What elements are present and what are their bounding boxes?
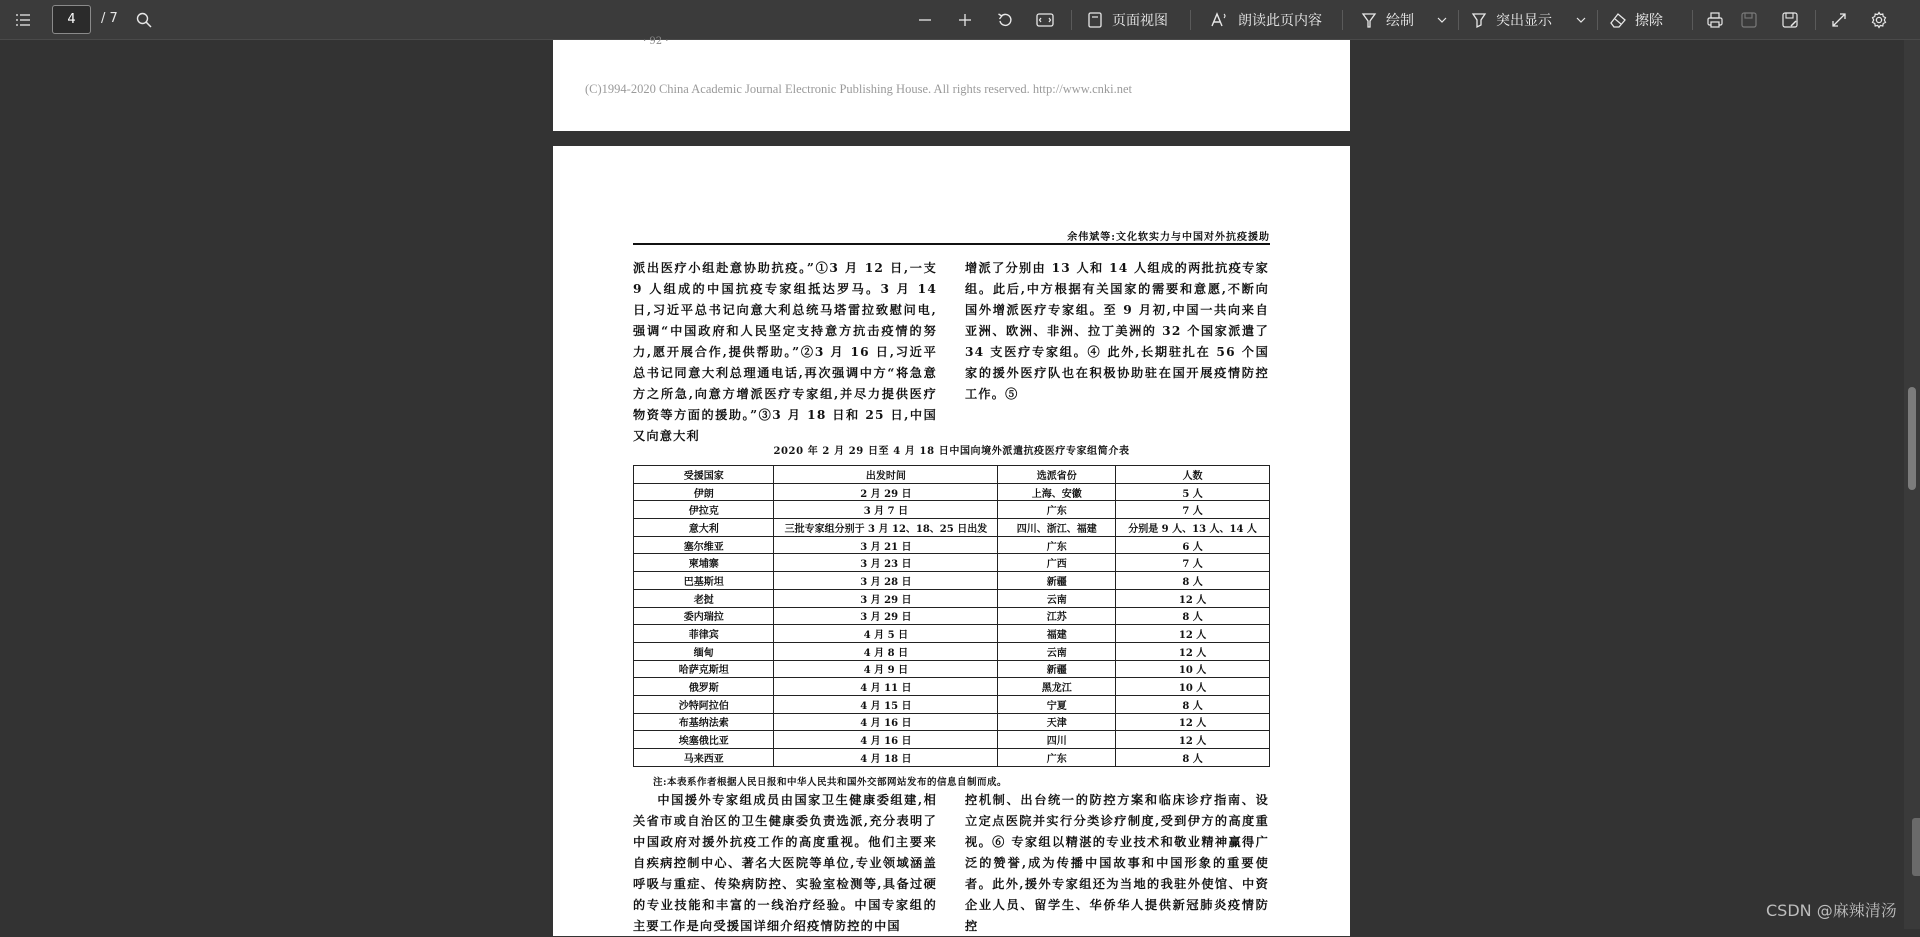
search-icon[interactable] <box>131 0 157 40</box>
table-cell: 布基纳法索 <box>634 713 774 731</box>
table-cell: 8 人 <box>1116 695 1270 713</box>
table-cell: 3 月 7 日 <box>774 501 998 519</box>
text-column-left: 派出医疗小组赴意协助抗疫。”①3 月 12 日,一支 9 人组成的中国抗疫专家组抵达罗马。3 月 14 日,习近平总书记向意大利总统马塔雷拉致慰问电,强调“中国政府和人民坚定支持意方抗击疫情的努力,愿开展合作,提供帮助。”②3 月 16 日,习近平总书记同意大利总理通电话,再次强调中方“将急意方之所急,向意方增派医疗专家组,并尽力提供医疗物资等方面的援助。”③3 月 18 日和 25 日,中国又向意大利 <box>633 261 937 443</box>
table-cell: 宁夏 <box>998 695 1116 713</box>
table-row <box>634 642 1270 660</box>
table-cell: 3 月 23 日 <box>774 554 998 572</box>
header-rule <box>633 243 1270 245</box>
table-cell: 8 人 <box>1116 607 1270 625</box>
table-cell: 新疆 <box>998 572 1116 590</box>
csdn-watermark: CSDN @麻辣清汤 <box>1766 901 1897 920</box>
table-row <box>634 536 1270 554</box>
table-cell: 上海、安徽 <box>998 483 1116 501</box>
read-aloud-button[interactable] <box>1210 0 1322 40</box>
table-row <box>634 483 1270 501</box>
table-row <box>634 660 1270 678</box>
scrollbar-thumb[interactable] <box>1908 387 1916 490</box>
copyright-footer: (C)1994-2020 China Academic Journal Electronic Publishing House. All rights reserved. http://www.cnki.net <box>585 82 1133 96</box>
table-cell: 3 月 21 日 <box>774 536 998 554</box>
table-row <box>634 501 1270 519</box>
table-note: 注:本表系作者根据人民日报和中华人民共和国外交部网站发布的信息自制而成。 <box>653 777 1008 788</box>
table-cell: 伊拉克 <box>634 501 774 519</box>
save-as-icon[interactable] <box>1775 0 1805 40</box>
table-header-cell: 出发时间 <box>774 466 998 484</box>
read-aloud-icon <box>1210 11 1230 29</box>
table-cell: 福建 <box>998 625 1116 643</box>
zoom-out-icon[interactable] <box>910 0 940 40</box>
table-cell: 广东 <box>998 749 1116 767</box>
table-row <box>634 731 1270 749</box>
table-cell: 7 人 <box>1116 554 1270 572</box>
table-cell: 俄罗斯 <box>634 678 774 696</box>
table-cell: 4 月 16 日 <box>774 713 998 731</box>
table-cell: 广东 <box>998 501 1116 519</box>
table-row <box>634 625 1270 643</box>
eraser-icon <box>1609 11 1627 29</box>
draw-chevron-down-icon[interactable] <box>1432 0 1452 40</box>
table-cell: 4 月 8 日 <box>774 642 998 660</box>
pdf-page-current <box>553 146 1350 936</box>
fullscreen-icon[interactable] <box>1824 0 1854 40</box>
table-header-row <box>634 466 1270 484</box>
table-row <box>634 572 1270 590</box>
table-cell: 2 月 29 日 <box>774 483 998 501</box>
table-cell: 广东 <box>998 536 1116 554</box>
table-cell: 4 月 15 日 <box>774 695 998 713</box>
table-body <box>634 483 1270 766</box>
draw-button[interactable] <box>1360 0 1414 40</box>
table-row <box>634 678 1270 696</box>
read-aloud-label: 朗读此页内容 <box>1238 13 1322 29</box>
page-number-input[interactable] <box>52 5 91 34</box>
zoom-in-icon[interactable] <box>950 0 980 40</box>
table-cell: 马来西亚 <box>634 749 774 767</box>
toolbar-divider <box>1458 10 1459 30</box>
table-cell: 4 月 9 日 <box>774 660 998 678</box>
table-cell: 12 人 <box>1116 642 1270 660</box>
table-row <box>634 607 1270 625</box>
table-cell: 5 人 <box>1116 483 1270 501</box>
table-row <box>634 589 1270 607</box>
table-cell: 4 月 11 日 <box>774 678 998 696</box>
table-cell: 12 人 <box>1116 713 1270 731</box>
table-cell: 12 人 <box>1116 731 1270 749</box>
draw-icon <box>1360 11 1378 29</box>
print-icon[interactable] <box>1700 0 1730 40</box>
table-cell: 黑龙江 <box>998 678 1116 696</box>
table-cell: 江苏 <box>998 607 1116 625</box>
table-cell: 7 人 <box>1116 501 1270 519</box>
pdf-toolbar <box>0 0 1920 40</box>
table-row <box>634 554 1270 572</box>
toolbar-divider <box>1815 10 1816 30</box>
table-cell: 6 人 <box>1116 536 1270 554</box>
page-total: / 7 <box>101 11 118 26</box>
table-cell: 12 人 <box>1116 589 1270 607</box>
table-cell: 3 月 29 日 <box>774 607 998 625</box>
table-cell: 塞尔维亚 <box>634 536 774 554</box>
table-header-cell: 人数 <box>1116 466 1270 484</box>
erase-label: 擦除 <box>1635 13 1663 29</box>
table-cell: 菲律宾 <box>634 625 774 643</box>
table-row <box>634 519 1270 537</box>
toolbar-divider <box>1071 10 1072 30</box>
table-header-cell: 选派省份 <box>998 466 1116 484</box>
highlight-chevron-down-icon[interactable] <box>1571 0 1591 40</box>
erase-button[interactable] <box>1609 0 1663 40</box>
settings-gear-icon[interactable] <box>1864 0 1894 40</box>
table-cell: 意大利 <box>634 519 774 537</box>
table-cell: 巴基斯坦 <box>634 572 774 590</box>
highlight-label: 突出显示 <box>1496 13 1552 29</box>
table-cell: 柬埔寨 <box>634 554 774 572</box>
table-cell: 沙特阿拉伯 <box>634 695 774 713</box>
table-cell: 广西 <box>998 554 1116 572</box>
running-header: 余伟斌等:文化软实力与中国对外抗疫援助 <box>1067 232 1270 243</box>
table-cell: 伊朗 <box>634 483 774 501</box>
text-column-right-lower: 控机制、出台统一的防控方案和临床诊疗指南、设立定点医院并实行分类诊疗制度,受到伊方的高度重视。⑥ 专家组以精湛的专业技术和敬业精神赢得广泛的赞誉,成为传播中国故事和中国形象的重要使者。此外,援外专家组还为当地的我驻外使馆、中资企业人员、留学生、华侨华人提供新冠肺炎疫情防控 <box>965 793 1269 933</box>
table-cell: 分别是 9 人、13 人、14 人 <box>1116 519 1270 537</box>
table-cell: 委内瑞拉 <box>634 607 774 625</box>
table-cell: 四川、浙江、福建 <box>998 519 1116 537</box>
table-cell: 4 月 16 日 <box>774 731 998 749</box>
table-cell: 天津 <box>998 713 1116 731</box>
table-row <box>634 695 1270 713</box>
table-cell: 12 人 <box>1116 625 1270 643</box>
page-number: · 92 · <box>643 36 669 47</box>
toolbar-divider <box>1692 10 1693 30</box>
page-view-label: 页面视图 <box>1112 13 1168 29</box>
table-cell: 云南 <box>998 642 1116 660</box>
table-cell: 四川 <box>998 731 1116 749</box>
table-title: 2020 年 2 月 29 日至 4 月 18 日中国向境外派遣抗疫医疗专家组简介表 <box>773 446 1130 457</box>
table-cell: 8 人 <box>1116 749 1270 767</box>
draw-label: 绘制 <box>1386 13 1414 29</box>
rotate-icon[interactable] <box>990 0 1020 40</box>
highlight-icon <box>1470 11 1488 29</box>
side-panel-handle[interactable] <box>1912 818 1920 876</box>
toolbar-divider <box>1190 10 1191 30</box>
table-cell: 8 人 <box>1116 572 1270 590</box>
text-column-left-lower: 中国援外专家组成员由国家卫生健康委组建,相关省市或自治区的卫生健康委负责选派,充分表明了中国政府对援外抗疫工作的高度重视。他们主要来自疾病控制中心、著名大医院等单位,专业领域涵盖呼吸与重症、传染病防控、实验室检测等,具备过硬的专业技能和丰富的一线治疗经验。中国专家组的主要工作是向受援国详细介绍疫情防控的中国 <box>633 793 937 933</box>
pdf-page-previous <box>553 36 1350 131</box>
table-cell: 10 人 <box>1116 660 1270 678</box>
table-cell: 4 月 18 日 <box>774 749 998 767</box>
fit-page-icon[interactable] <box>1030 0 1060 40</box>
table-cell: 三批专家组分别于 3 月 12、18、25 日出发 <box>774 519 998 537</box>
table-row <box>634 713 1270 731</box>
table-cell: 老挝 <box>634 589 774 607</box>
table-cell: 埃塞俄比亚 <box>634 731 774 749</box>
medical-team-table <box>633 465 1270 767</box>
text-column-right: 增派了分别由 13 人和 14 人组成的两批抗疫专家组。此后,中方根据有关国家的需要和意愿,不断向国外增派医疗专家组。至 9 月初,中国一共向来自亚洲、欧洲、非洲、拉丁美洲的 32 个国家派遣了 34 支医疗专家组。④ 此外,长期驻扎在 56 个国家的援外医疗队也在积极协助驻在国开展疫情防控工作。⑤ <box>965 261 1269 401</box>
table-cell: 3 月 29 日 <box>774 589 998 607</box>
table-cell: 缅甸 <box>634 642 774 660</box>
toolbar-divider <box>1342 10 1343 30</box>
table-cell: 4 月 5 日 <box>774 625 998 643</box>
table-cell: 新疆 <box>998 660 1116 678</box>
table-cell: 云南 <box>998 589 1116 607</box>
table-row <box>634 749 1270 767</box>
highlight-button[interactable] <box>1470 0 1552 40</box>
table-cell: 3 月 28 日 <box>774 572 998 590</box>
vertical-scrollbar[interactable] <box>1904 40 1920 929</box>
table-cell: 哈萨克斯坦 <box>634 660 774 678</box>
table-cell: 10 人 <box>1116 678 1270 696</box>
toolbar-divider <box>1597 10 1598 30</box>
table-header-cell: 受援国家 <box>634 466 774 484</box>
save-icon[interactable] <box>1734 0 1764 40</box>
page-view-icon <box>1086 11 1104 29</box>
page-view-button[interactable] <box>1086 0 1168 40</box>
contents-list-icon[interactable] <box>8 0 38 40</box>
